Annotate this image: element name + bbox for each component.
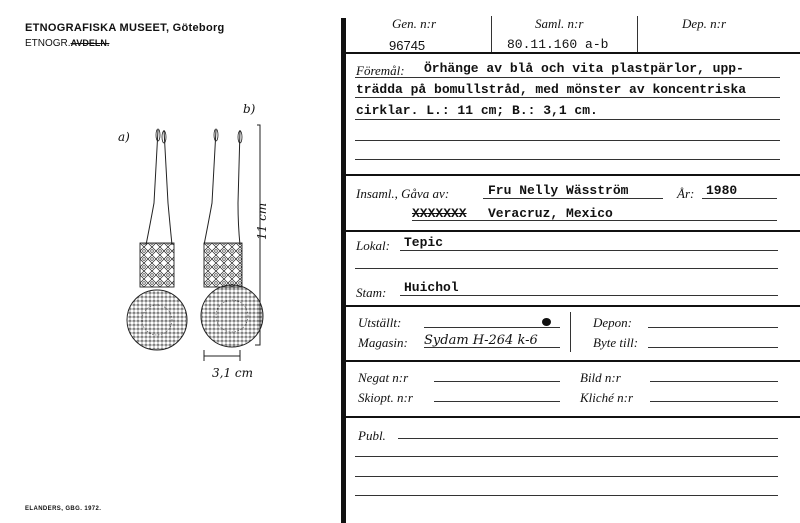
insaml-label: Insaml., Gåva av: [356, 186, 450, 201]
utstallt-label: Utställt: [358, 315, 402, 330]
lokal-rule-1 [400, 250, 778, 251]
card-left-border [341, 18, 346, 523]
byte-rule [648, 347, 778, 348]
publ-rule-1 [398, 438, 778, 439]
ink-blot [542, 318, 551, 326]
kliche-label: Kliché n:r [580, 390, 634, 405]
publ-rule-3 [355, 476, 778, 477]
department-prefix: ETNOGR. [25, 38, 71, 49]
negat-rule [434, 381, 560, 382]
ar-value: 1980 [706, 183, 738, 198]
insaml-rule-1 [483, 198, 663, 199]
label-a: a) [118, 130, 130, 144]
bild-rule [650, 381, 778, 382]
gen-label: Gen. n:r [392, 16, 437, 31]
section-rule-3 [346, 305, 800, 307]
foremal-rule-4 [355, 140, 780, 141]
bild-label: Bild n:r [580, 370, 621, 385]
negat-label: Negat n:r [358, 370, 409, 385]
storage-divider [570, 312, 571, 352]
earring-b [201, 129, 263, 347]
saml-label: Saml. n:r [535, 16, 584, 31]
ar-rule [702, 198, 777, 199]
magasin-rule [424, 347, 560, 348]
stam-label: Stam: [356, 285, 387, 300]
insaml-line-2: Veracruz, Mexico [488, 206, 613, 221]
lokal-label: Lokal: [356, 238, 390, 253]
section-rule-2 [346, 230, 800, 232]
ar-label: År: [677, 186, 695, 201]
stam-value: Huichol [404, 280, 459, 295]
header-bottom-rule [346, 52, 800, 54]
height-measure: 11 cm [255, 202, 269, 240]
foremal-label: Föremål: [356, 63, 405, 78]
publ-rule-4 [355, 495, 778, 496]
foremal-rule-2 [355, 97, 780, 98]
skiopt-rule [434, 401, 560, 402]
insaml-struck: XXXXXXX [412, 206, 467, 221]
gen-value: 96745 [389, 38, 426, 53]
saml-value: 80.11.160 a-b [507, 37, 609, 52]
museum-name: ETNOGRAFISKA MUSEET [25, 22, 166, 34]
utstallt-rule [424, 327, 560, 328]
foremal-line-2: trädda på bomullstråd, med mönster av koncentriska [356, 82, 747, 97]
foremal-rule-3 [355, 119, 780, 120]
foremal-line-1: Örhänge av blå och vita plastpärlor, upp- [424, 61, 744, 76]
earring-drawing [100, 95, 310, 395]
label-b: b) [243, 102, 256, 116]
kliche-rule [650, 401, 778, 402]
depon-label: Depon: [593, 315, 632, 330]
byte-label: Byte till: [593, 335, 639, 350]
depon-rule [648, 327, 778, 328]
skiopt-label: Skiopt. n:r [358, 390, 413, 405]
museum-header [25, 22, 225, 34]
department-line [25, 38, 109, 49]
printer-imprint: ELANDERS, GBG. 1972. [25, 506, 102, 512]
lokal-rule-2 [355, 268, 778, 269]
stam-rule [400, 295, 778, 296]
publ-label: Publ. [358, 428, 386, 443]
width-measure: 3,1 cm [212, 366, 253, 380]
section-rule-5 [346, 416, 800, 418]
foremal-rule-1 [355, 77, 780, 78]
dep-label: Dep. n:r [682, 16, 727, 31]
insaml-value: Fru Nelly Wäsström [488, 183, 629, 198]
earring-a [127, 129, 187, 350]
insaml-rule-2 [412, 220, 777, 221]
magasin-label: Magasin: [358, 335, 408, 350]
museum-city: , Göteborg [165, 22, 225, 34]
magasin-value: Sydam H-264 k-6 [424, 333, 538, 348]
section-rule-1 [346, 174, 800, 176]
header-divider-1 [491, 16, 492, 52]
foremal-rule-5 [355, 159, 780, 160]
header-divider-2 [637, 16, 638, 52]
foremal-line-3: cirklar. L.: 11 cm; B.: 3,1 cm. [356, 103, 598, 118]
publ-rule-2 [355, 456, 778, 457]
department-struck: AVDELN. [70, 38, 110, 48]
lokal-value: Tepic [404, 235, 444, 250]
section-rule-4 [346, 360, 800, 362]
